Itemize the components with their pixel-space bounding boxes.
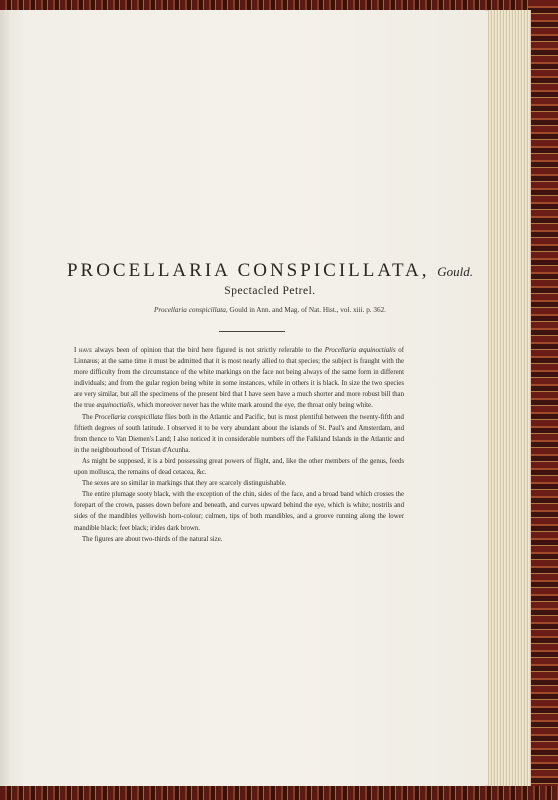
paragraph-1-text-b: of Linnæus; at the same time it must be admitted that it is most nearly allied to that species; the subject is fraught with the more difficulty from the circumstance of the white markings on the face not being always of the same form in different individuals; and from the gular region being white in some instances, while in others it is black. In size the two species are very similar, but all the specimens of the present bird that I have seen have a much shorter and more robust bill than the true xyxy=(74,347,404,410)
body-text xyxy=(74,345,404,545)
paragraph-1 xyxy=(74,345,404,412)
plate-subtitle: Spectacled Petrel. xyxy=(224,285,316,297)
paragraph-1-text-c: which moreover never has the white mark around the eye, the throat only being white. xyxy=(135,402,373,410)
reference-citation: Gould in Ann. and Mag. of Nat. Hist., vol. xiii. p. 362. xyxy=(229,306,386,314)
paragraph-2-text: flies both in the Atlantic and Pacific, but is most plentiful between the twenty-fifth and fiftieth degrees of south latitude. I observed it to be very abundant about the islands of St. Paul's and Amsterdam, and from thence to Van Diemen's Land; I also noticed it in considerable numbers off the Falkland Islands in the Atlantic and in the neighbourhood of Tristan d'Acunha. xyxy=(74,413,404,454)
paragraph-1-species-2: æquinoctialis, xyxy=(96,402,136,410)
book-edge-right xyxy=(528,0,558,800)
paragraph-1-text-a: always been of opinion that the bird here figured is not strictly referable to the xyxy=(92,347,325,354)
title-author: Gould. xyxy=(437,264,474,279)
reference-species: Procellaria conspicillata, xyxy=(154,306,228,314)
synonymy-reference xyxy=(60,306,480,314)
paragraph-2 xyxy=(74,412,404,456)
paragraph-5: The entire plumage sooty black, with the exception of the chin, sides of the face, and a broad band which crosses the forepart of the crown, passes down before and beneath, and curves upward behind the eye, which is white; nostrils and sides of the mandibles yellowish horn-colour; culmen, tips of both mandibles, and a groove running along the lower mandible black; feet black; irides dark brown. xyxy=(74,491,404,532)
paragraph-1-lead: I have xyxy=(74,347,93,354)
paragraph-2-lead: The xyxy=(82,413,95,421)
title-divider-rule xyxy=(219,331,285,332)
page-stack xyxy=(486,10,531,788)
title-main: PROCELLARIA CONSPICILLATA, xyxy=(66,260,430,281)
book-page xyxy=(0,10,488,786)
book-edge-bottom xyxy=(0,786,558,800)
paragraph-3: As might be supposed, it is a bird possessing great powers of flight, and, like the other members of the genus, feeds upon mollusca, the remains of dead cetacea, &c. xyxy=(74,457,404,477)
plate-title xyxy=(60,260,480,282)
paragraph-2-species: Procellaria conspicillata xyxy=(94,413,163,421)
paragraph-1-species: Procellaria æquinoctialis xyxy=(324,347,396,354)
paragraph-6: The figures are about two-thirds of the natural size. xyxy=(82,535,223,543)
paragraph-4: The sexes are so similar in markings that they are scarcely distinguishable. xyxy=(82,480,287,488)
